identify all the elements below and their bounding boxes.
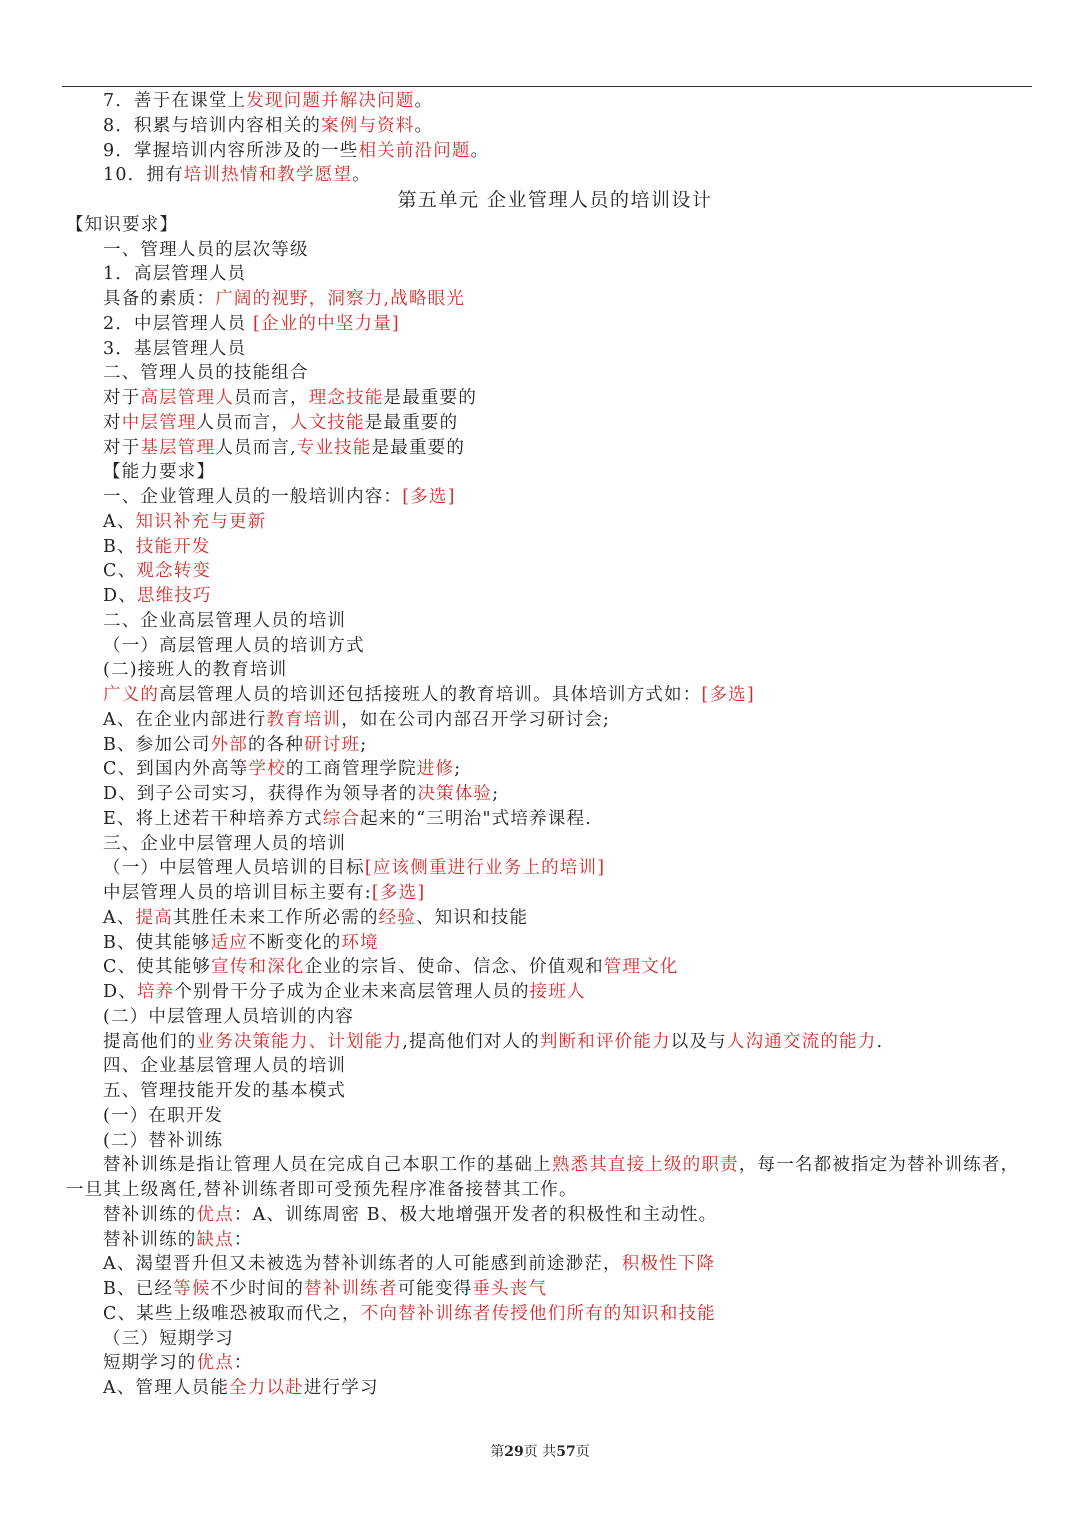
text-segment: . bbox=[876, 1031, 884, 1052]
text-line bbox=[0, 856, 1080, 881]
text-line bbox=[0, 1252, 1080, 1277]
text-segment: ： bbox=[233, 1229, 253, 1250]
text-segment: 8．积累与培训内容相关的 bbox=[103, 115, 322, 136]
text-segment: A、在企业内部进行 bbox=[103, 709, 267, 730]
highlighted-text: 观念转变 bbox=[136, 561, 212, 582]
highlighted-text: 缺点 bbox=[196, 1229, 234, 1250]
text-line bbox=[0, 559, 1080, 584]
text-segment: 。 bbox=[414, 91, 434, 111]
highlighted-text: 环境 bbox=[341, 932, 379, 953]
highlighted-text: 进修 bbox=[416, 759, 455, 780]
text-segment: ; bbox=[360, 734, 368, 755]
text-segment: ,提高他们对人的 bbox=[402, 1031, 540, 1052]
header-rule bbox=[62, 86, 1032, 87]
text-segment: 五、管理技能开发的基本模式 bbox=[103, 1081, 347, 1101]
document-body bbox=[0, 89, 1080, 1401]
highlighted-text: 适应 bbox=[210, 932, 248, 953]
highlighted-text: 人文技能 bbox=[290, 412, 365, 433]
text-line bbox=[0, 584, 1080, 609]
text-segment: E、将上述若干种培养方式 bbox=[103, 808, 323, 829]
text-segment: 10．拥有 bbox=[103, 165, 184, 186]
highlighted-text: 思维技巧 bbox=[136, 586, 212, 606]
text-line bbox=[0, 1228, 1080, 1253]
text-segment: (一）在职开发 bbox=[103, 1105, 224, 1126]
text-segment: A、渴望晋升但又未被选为替补训练者的人可能感到前途渺茫， bbox=[103, 1254, 622, 1275]
text-segment: 是最重要的 bbox=[383, 388, 478, 408]
text-segment: 其胜任未来工作所必需的 bbox=[172, 907, 379, 928]
text-segment: D、到子公司实习，获得作为领导者的 bbox=[103, 784, 418, 804]
text-segment: ，每一名都被指定为替补训练者， bbox=[738, 1155, 1020, 1176]
text-line bbox=[0, 1104, 1080, 1129]
footer-total-pages: 57 bbox=[556, 1444, 576, 1460]
highlighted-text: 综合 bbox=[322, 808, 361, 829]
text-segment: B、 bbox=[103, 536, 136, 557]
text-line bbox=[0, 287, 1080, 312]
text-line bbox=[0, 411, 1080, 436]
text-segment: 替补训练的 bbox=[103, 1229, 197, 1250]
text-segment: 三、企业中层管理人员的培训 bbox=[103, 833, 347, 854]
text-segment: 进行学习 bbox=[303, 1378, 379, 1398]
text-segment: ： bbox=[233, 1353, 253, 1374]
text-line bbox=[0, 485, 1080, 510]
text-segment: ，如在公司内部召开学习研讨会; bbox=[341, 709, 611, 730]
text-segment: 的各种 bbox=[247, 734, 305, 755]
text-line bbox=[0, 213, 1080, 238]
text-line bbox=[0, 1376, 1080, 1401]
text-line bbox=[0, 1178, 1080, 1203]
text-line bbox=[0, 733, 1080, 758]
highlighted-text: 广义的 bbox=[103, 685, 160, 705]
text-segment: 。 bbox=[470, 140, 490, 161]
highlighted-text: 全力以赴 bbox=[229, 1378, 304, 1398]
highlighted-text: 专业技能 bbox=[296, 437, 372, 458]
text-line bbox=[0, 931, 1080, 956]
text-segment: 替补训练是指让管理人员在完成自己本职工作的基础上 bbox=[103, 1155, 552, 1176]
highlighted-text: [企业的中坚力量] bbox=[253, 313, 400, 334]
highlighted-text: 研讨班 bbox=[304, 734, 361, 755]
text-line bbox=[0, 89, 1080, 114]
text-segment: 的工商管理学院 bbox=[285, 759, 417, 780]
text-segment: (二)接班人的教育培训 bbox=[103, 660, 288, 681]
text-segment: 人员而言， bbox=[196, 412, 291, 433]
text-segment: 【能力要求】 bbox=[103, 462, 216, 483]
text-segment: 9．掌握培训内容所涉及的一些 bbox=[103, 140, 359, 161]
text-segment: 对 bbox=[103, 412, 122, 433]
text-segment: A、 bbox=[103, 907, 136, 928]
highlighted-text: 高层管理人 bbox=[140, 388, 234, 408]
text-segment: B、使其能够 bbox=[103, 932, 211, 953]
footer-suffix: 页 bbox=[575, 1444, 590, 1460]
highlighted-text: [多选] bbox=[402, 487, 456, 507]
highlighted-text: 中层管理 bbox=[121, 412, 197, 433]
text-segment: 一、管理人员的层次等级 bbox=[103, 239, 309, 260]
text-segment: 对于 bbox=[103, 388, 141, 408]
highlighted-text: 发现问题并解决问题 bbox=[246, 91, 415, 111]
text-line bbox=[0, 238, 1080, 263]
text-line bbox=[0, 163, 1080, 188]
highlighted-text: 外部 bbox=[210, 734, 248, 755]
text-segment: (二）替补训练 bbox=[103, 1130, 224, 1151]
highlighted-text: [多选] bbox=[371, 883, 426, 903]
text-line bbox=[0, 1153, 1080, 1178]
text-segment: 具备的素质： bbox=[103, 289, 216, 309]
text-line bbox=[0, 114, 1080, 139]
highlighted-text: 垂头丧气 bbox=[472, 1279, 548, 1299]
text-segment: (二）中层管理人员培训的内容 bbox=[103, 1006, 355, 1027]
highlighted-text: 知识补充与更新 bbox=[135, 511, 267, 532]
text-line bbox=[0, 1005, 1080, 1030]
text-segment: 高层管理人员的培训还包括接班人的教育培训。具体培训方式如： bbox=[159, 685, 702, 705]
text-segment: 。 bbox=[414, 115, 434, 136]
text-line bbox=[0, 881, 1080, 906]
text-line bbox=[0, 1203, 1080, 1228]
text-segment: 人员而言, bbox=[215, 437, 297, 458]
text-segment: 以及与 bbox=[670, 1031, 727, 1052]
text-segment: 1．高层管理人员 bbox=[103, 264, 247, 285]
text-line bbox=[0, 1129, 1080, 1154]
highlighted-text: 优点 bbox=[196, 1204, 234, 1225]
text-segment: （三）短期学习 bbox=[103, 1328, 234, 1349]
text-line bbox=[0, 782, 1080, 807]
text-line bbox=[0, 1030, 1080, 1055]
text-segment: D、 bbox=[103, 982, 137, 1002]
highlighted-text: 优点 bbox=[196, 1353, 234, 1374]
section-title bbox=[0, 188, 1080, 213]
text-line bbox=[0, 1277, 1080, 1302]
highlighted-text: 人沟通交流的能力 bbox=[726, 1031, 877, 1052]
text-line bbox=[0, 634, 1080, 659]
highlighted-text: 管理文化 bbox=[603, 957, 679, 978]
text-segment: ; bbox=[492, 784, 500, 804]
text-segment: 企业的宗旨、使命、信念、价值观和 bbox=[304, 957, 604, 978]
highlighted-text: 技能开发 bbox=[135, 536, 211, 557]
text-segment: 第五单元 企业管理人员的培训设计 bbox=[397, 189, 713, 211]
text-line bbox=[0, 361, 1080, 386]
text-segment: 不少时间的 bbox=[210, 1279, 305, 1299]
highlighted-text: 积极性下降 bbox=[621, 1254, 716, 1275]
highlighted-text: [应该侧重进行业务上的培训] bbox=[364, 858, 606, 879]
text-segment: 是最重要的 bbox=[371, 437, 466, 458]
highlighted-text: 经验 bbox=[378, 907, 417, 928]
highlighted-text: 替补训练者 bbox=[304, 1279, 398, 1299]
highlighted-text: 培训热情和教学愿望 bbox=[183, 165, 353, 186]
text-segment: 四、企业基层管理人员的培训 bbox=[103, 1056, 347, 1077]
text-segment: （一）高层管理人员的培训方式 bbox=[103, 635, 365, 656]
text-line bbox=[0, 1327, 1080, 1352]
text-segment: C、某些上级唯恐被取而代之， bbox=[103, 1303, 361, 1324]
highlighted-text: 接班人 bbox=[529, 982, 586, 1002]
text-line bbox=[0, 460, 1080, 485]
text-segment: 2．中层管理人员 bbox=[103, 313, 253, 334]
text-line bbox=[0, 386, 1080, 411]
text-segment: 是最重要的 bbox=[364, 412, 459, 433]
text-line bbox=[0, 1351, 1080, 1376]
highlighted-text: 等候 bbox=[173, 1279, 211, 1299]
text-segment: ：A、训练周密 B、极大地增强开发者的积极性和主动性。 bbox=[233, 1204, 718, 1225]
text-line bbox=[0, 1302, 1080, 1327]
highlighted-text: 相关前沿问题 bbox=[358, 140, 471, 161]
text-line bbox=[0, 312, 1080, 337]
text-line bbox=[0, 906, 1080, 931]
text-segment: 替补训练的 bbox=[103, 1204, 197, 1225]
text-segment: 二、企业高层管理人员的培训 bbox=[103, 610, 347, 631]
text-segment: 员而言， bbox=[233, 388, 309, 408]
highlighted-text: 不向替补训练者传授他们所有的知识和技能 bbox=[360, 1303, 717, 1324]
text-segment: 、知识和技能 bbox=[416, 907, 529, 928]
highlighted-text: 业务决策能力、计划能力 bbox=[196, 1031, 403, 1052]
text-segment: 一、企业管理人员的一般培训内容： bbox=[103, 487, 403, 507]
text-segment: C、使其能够 bbox=[103, 957, 212, 978]
text-segment: 个别骨干分子成为企业未来高层管理人员的 bbox=[174, 982, 530, 1002]
highlighted-text: 宣传和深化 bbox=[211, 957, 305, 978]
footer-page-number: 29 bbox=[504, 1444, 524, 1460]
text-line bbox=[0, 658, 1080, 683]
text-line bbox=[0, 262, 1080, 287]
text-line bbox=[0, 510, 1080, 535]
text-segment: D、 bbox=[103, 586, 137, 606]
highlighted-text: 学校 bbox=[248, 759, 286, 780]
text-line bbox=[0, 1054, 1080, 1079]
text-line bbox=[0, 1079, 1080, 1104]
text-segment: 对于 bbox=[103, 437, 141, 458]
text-segment: ; bbox=[454, 759, 462, 780]
text-line bbox=[0, 807, 1080, 832]
text-line bbox=[0, 609, 1080, 634]
text-line bbox=[0, 955, 1080, 980]
text-line bbox=[0, 535, 1080, 560]
text-line bbox=[0, 757, 1080, 782]
page-footer bbox=[0, 1441, 1080, 1461]
text-line bbox=[0, 337, 1080, 362]
footer-prefix: 第 bbox=[490, 1444, 505, 1460]
text-segment: 3．基层管理人员 bbox=[103, 338, 247, 359]
highlighted-text: [多选] bbox=[701, 685, 755, 705]
text-segment: A、 bbox=[103, 511, 136, 532]
highlighted-text: 案例与资料 bbox=[321, 115, 415, 136]
text-line bbox=[0, 708, 1080, 733]
highlighted-text: 熟悉其直接上级的职责 bbox=[551, 1155, 739, 1176]
text-line bbox=[0, 683, 1080, 708]
text-segment: 不断变化的 bbox=[247, 932, 342, 953]
text-segment: 短期学习的 bbox=[103, 1353, 197, 1374]
text-segment: 【知识要求】 bbox=[66, 214, 179, 235]
text-segment: （一）中层管理人员培训的目标 bbox=[103, 858, 365, 879]
text-segment: 。 bbox=[352, 165, 371, 186]
text-segment: B、参加公司 bbox=[103, 734, 211, 755]
highlighted-text: 理念技能 bbox=[308, 388, 384, 408]
text-line bbox=[0, 980, 1080, 1005]
text-segment: 提高他们的 bbox=[103, 1031, 197, 1052]
text-line bbox=[0, 832, 1080, 857]
text-line bbox=[0, 436, 1080, 461]
highlighted-text: 决策体验 bbox=[417, 784, 493, 804]
text-segment: A、管理人员能 bbox=[103, 1378, 230, 1398]
text-line bbox=[0, 139, 1080, 164]
text-segment: 中层管理人员的培训目标主要有: bbox=[103, 883, 372, 903]
highlighted-text: 判断和评价能力 bbox=[539, 1031, 671, 1052]
text-segment: C、到国内外高等 bbox=[103, 759, 249, 780]
text-segment: B、已经 bbox=[103, 1279, 174, 1299]
highlighted-text: 基层管理 bbox=[140, 437, 216, 458]
text-segment: 一旦其上级离任,替补训练者即可受预先程序准备接替其工作。 bbox=[66, 1180, 578, 1200]
footer-middle: 页 共 bbox=[523, 1444, 557, 1460]
text-segment: 可能变得 bbox=[397, 1279, 473, 1299]
highlighted-text: 广阔的视野，洞察力,战略眼光 bbox=[215, 289, 466, 309]
highlighted-text: 提高 bbox=[135, 907, 173, 928]
highlighted-text: 培养 bbox=[136, 982, 175, 1002]
text-segment: 7．善于在课堂上 bbox=[103, 91, 247, 111]
text-segment: 起来的“三明治"式培养课程. bbox=[360, 808, 592, 829]
highlighted-text: 教育培训 bbox=[266, 709, 342, 730]
text-segment: 二、管理人员的技能组合 bbox=[103, 363, 309, 384]
text-segment: C、 bbox=[103, 561, 137, 582]
